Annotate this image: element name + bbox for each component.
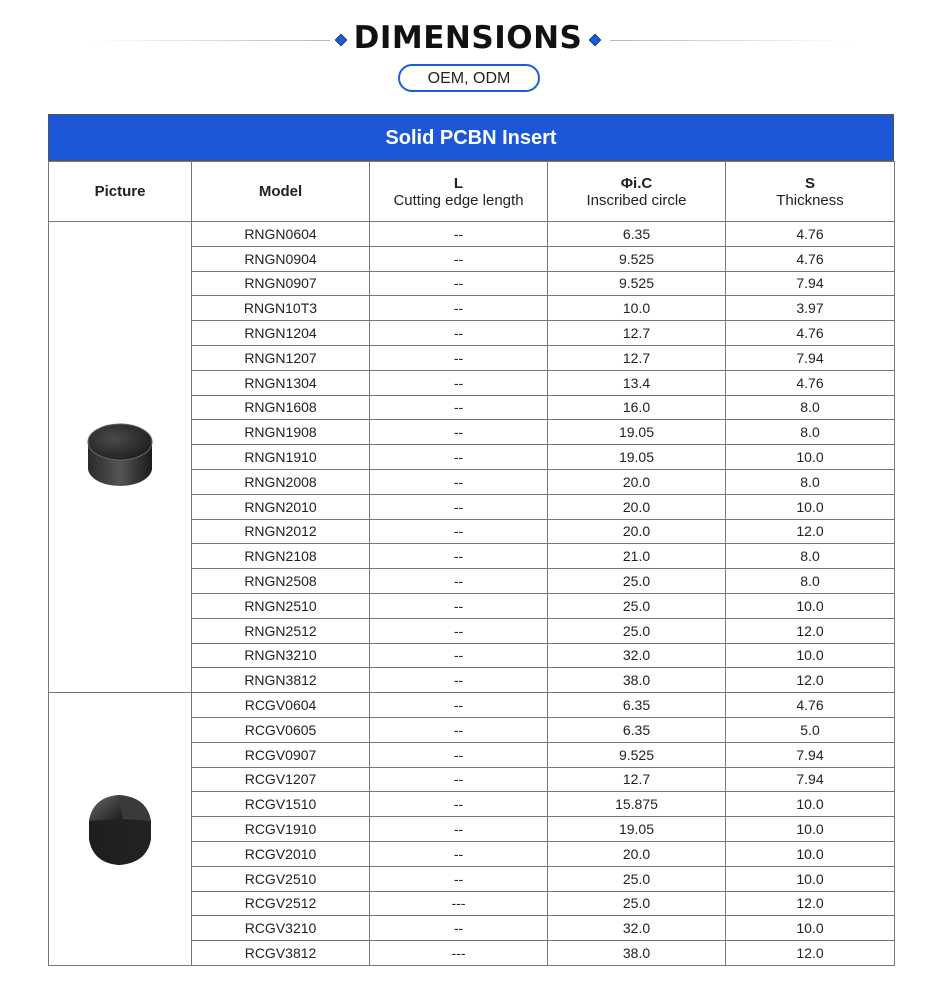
ic-cell: 19.05 [548, 445, 726, 470]
round-insert-icon [49, 418, 191, 496]
table-row [49, 222, 895, 247]
model-cell: RCGV3210 [192, 916, 370, 941]
l-cell: -- [370, 469, 548, 494]
ic-cell: 20.0 [548, 469, 726, 494]
s-cell: 4.76 [726, 246, 895, 271]
ic-cell: 20.0 [548, 841, 726, 866]
ic-cell: 16.0 [548, 395, 726, 420]
ic-cell: 25.0 [548, 593, 726, 618]
picture-cell [49, 222, 192, 693]
ic-cell: 6.35 [548, 717, 726, 742]
ic-cell: 13.4 [548, 370, 726, 395]
l-cell: -- [370, 345, 548, 370]
s-cell: 8.0 [726, 544, 895, 569]
ic-cell: 12.7 [548, 345, 726, 370]
spec-table [48, 161, 895, 966]
s-cell: 4.76 [726, 321, 895, 346]
l-cell: --- [370, 891, 548, 916]
s-cell: 12.0 [726, 618, 895, 643]
ic-cell: 21.0 [548, 544, 726, 569]
ic-cell: 12.7 [548, 321, 726, 346]
l-cell: -- [370, 668, 548, 693]
model-cell: RNGN2012 [192, 519, 370, 544]
ic-cell: 9.525 [548, 246, 726, 271]
model-cell: RNGN2510 [192, 593, 370, 618]
l-cell: -- [370, 370, 548, 395]
s-cell: 12.0 [726, 668, 895, 693]
col-ic-header: Φi.C Inscribed circle [548, 162, 726, 222]
s-cell: 5.0 [726, 717, 895, 742]
l-cell: -- [370, 593, 548, 618]
model-cell: RCGV1510 [192, 792, 370, 817]
model-cell: RCGV3812 [192, 941, 370, 966]
ic-cell: 20.0 [548, 519, 726, 544]
ic-cell: 6.35 [548, 693, 726, 718]
model-cell: RNGN1910 [192, 445, 370, 470]
s-cell: 12.0 [726, 941, 895, 966]
s-cell: 10.0 [726, 841, 895, 866]
ic-cell: 25.0 [548, 569, 726, 594]
s-cell: 10.0 [726, 916, 895, 941]
l-cell: -- [370, 817, 548, 842]
s-cell: 4.76 [726, 693, 895, 718]
s-cell: 10.0 [726, 643, 895, 668]
model-cell: RNGN2010 [192, 494, 370, 519]
ic-cell: 12.7 [548, 767, 726, 792]
picture-cell [49, 693, 192, 966]
model-cell: RNGN1608 [192, 395, 370, 420]
table-row [49, 693, 895, 718]
model-cell: RCGV0604 [192, 693, 370, 718]
model-cell: RCGV2510 [192, 866, 370, 891]
ic-cell: 19.05 [548, 817, 726, 842]
l-cell: -- [370, 767, 548, 792]
s-cell: 4.76 [726, 222, 895, 247]
l-cell: -- [370, 742, 548, 767]
col-model-header: Model [192, 162, 370, 222]
l-cell: -- [370, 569, 548, 594]
ic-cell: 25.0 [548, 866, 726, 891]
s-cell: 12.0 [726, 891, 895, 916]
page-title: DIMENSIONS [353, 20, 583, 56]
model-cell: RCGV1910 [192, 817, 370, 842]
ic-cell: 9.525 [548, 742, 726, 767]
s-cell: 10.0 [726, 445, 895, 470]
model-cell: RNGN0904 [192, 246, 370, 271]
l-cell: -- [370, 916, 548, 941]
l-cell: -- [370, 246, 548, 271]
l-cell: -- [370, 222, 548, 247]
s-cell: 10.0 [726, 817, 895, 842]
table-banner: Solid PCBN Insert [48, 114, 894, 161]
l-cell: -- [370, 494, 548, 519]
model-cell: RNGN1304 [192, 370, 370, 395]
model-cell: RNGN2108 [192, 544, 370, 569]
ic-cell: 6.35 [548, 222, 726, 247]
s-cell: 10.0 [726, 792, 895, 817]
ic-cell: 10.0 [548, 296, 726, 321]
col-s-header: S Thickness [726, 162, 895, 222]
l-cell: -- [370, 618, 548, 643]
l-cell: -- [370, 296, 548, 321]
left-diamond-icon [335, 34, 347, 46]
s-cell: 10.0 [726, 866, 895, 891]
table-header-row [49, 162, 895, 222]
l-cell: -- [370, 321, 548, 346]
s-cell: 10.0 [726, 593, 895, 618]
header-left-rule [90, 40, 330, 41]
model-cell: RNGN1204 [192, 321, 370, 346]
l-cell: -- [370, 643, 548, 668]
round-chamfered-insert-icon [49, 789, 191, 869]
l-cell: -- [370, 717, 548, 742]
model-cell: RNGN2508 [192, 569, 370, 594]
ic-cell: 32.0 [548, 643, 726, 668]
model-cell: RNGN0604 [192, 222, 370, 247]
l-cell: -- [370, 866, 548, 891]
model-cell: RCGV0605 [192, 717, 370, 742]
model-cell: RNGN1908 [192, 420, 370, 445]
model-cell: RNGN0907 [192, 271, 370, 296]
s-cell: 7.94 [726, 345, 895, 370]
model-cell: RCGV0907 [192, 742, 370, 767]
s-cell: 10.0 [726, 494, 895, 519]
s-cell: 8.0 [726, 569, 895, 594]
ic-cell: 19.05 [548, 420, 726, 445]
model-cell: RCGV2512 [192, 891, 370, 916]
model-cell: RNGN2512 [192, 618, 370, 643]
ic-cell: 32.0 [548, 916, 726, 941]
model-cell: RNGN10T3 [192, 296, 370, 321]
l-cell: --- [370, 941, 548, 966]
l-cell: -- [370, 841, 548, 866]
l-cell: -- [370, 693, 548, 718]
ic-cell: 15.875 [548, 792, 726, 817]
model-cell: RNGN1207 [192, 345, 370, 370]
l-cell: -- [370, 519, 548, 544]
ic-cell: 38.0 [548, 668, 726, 693]
s-cell: 7.94 [726, 767, 895, 792]
ic-cell: 20.0 [548, 494, 726, 519]
l-cell: -- [370, 271, 548, 296]
model-cell: RNGN3812 [192, 668, 370, 693]
ic-cell: 25.0 [548, 618, 726, 643]
model-cell: RCGV1207 [192, 767, 370, 792]
dimensions-header [0, 18, 940, 62]
model-cell: RNGN2008 [192, 469, 370, 494]
oem-odm-badge: OEM, ODM [398, 64, 540, 92]
ic-cell: 9.525 [548, 271, 726, 296]
s-cell: 7.94 [726, 742, 895, 767]
right-diamond-icon [589, 34, 601, 46]
s-cell: 8.0 [726, 420, 895, 445]
s-cell: 3.97 [726, 296, 895, 321]
ic-cell: 25.0 [548, 891, 726, 916]
col-picture-header: Picture [49, 162, 192, 222]
s-cell: 7.94 [726, 271, 895, 296]
header-right-rule [610, 40, 850, 41]
model-cell: RNGN3210 [192, 643, 370, 668]
s-cell: 12.0 [726, 519, 895, 544]
l-cell: -- [370, 420, 548, 445]
model-cell: RCGV2010 [192, 841, 370, 866]
s-cell: 8.0 [726, 395, 895, 420]
l-cell: -- [370, 792, 548, 817]
col-l-header: L Cutting edge length [370, 162, 548, 222]
s-cell: 4.76 [726, 370, 895, 395]
ic-cell: 38.0 [548, 941, 726, 966]
l-cell: -- [370, 395, 548, 420]
l-cell: -- [370, 544, 548, 569]
l-cell: -- [370, 445, 548, 470]
s-cell: 8.0 [726, 469, 895, 494]
